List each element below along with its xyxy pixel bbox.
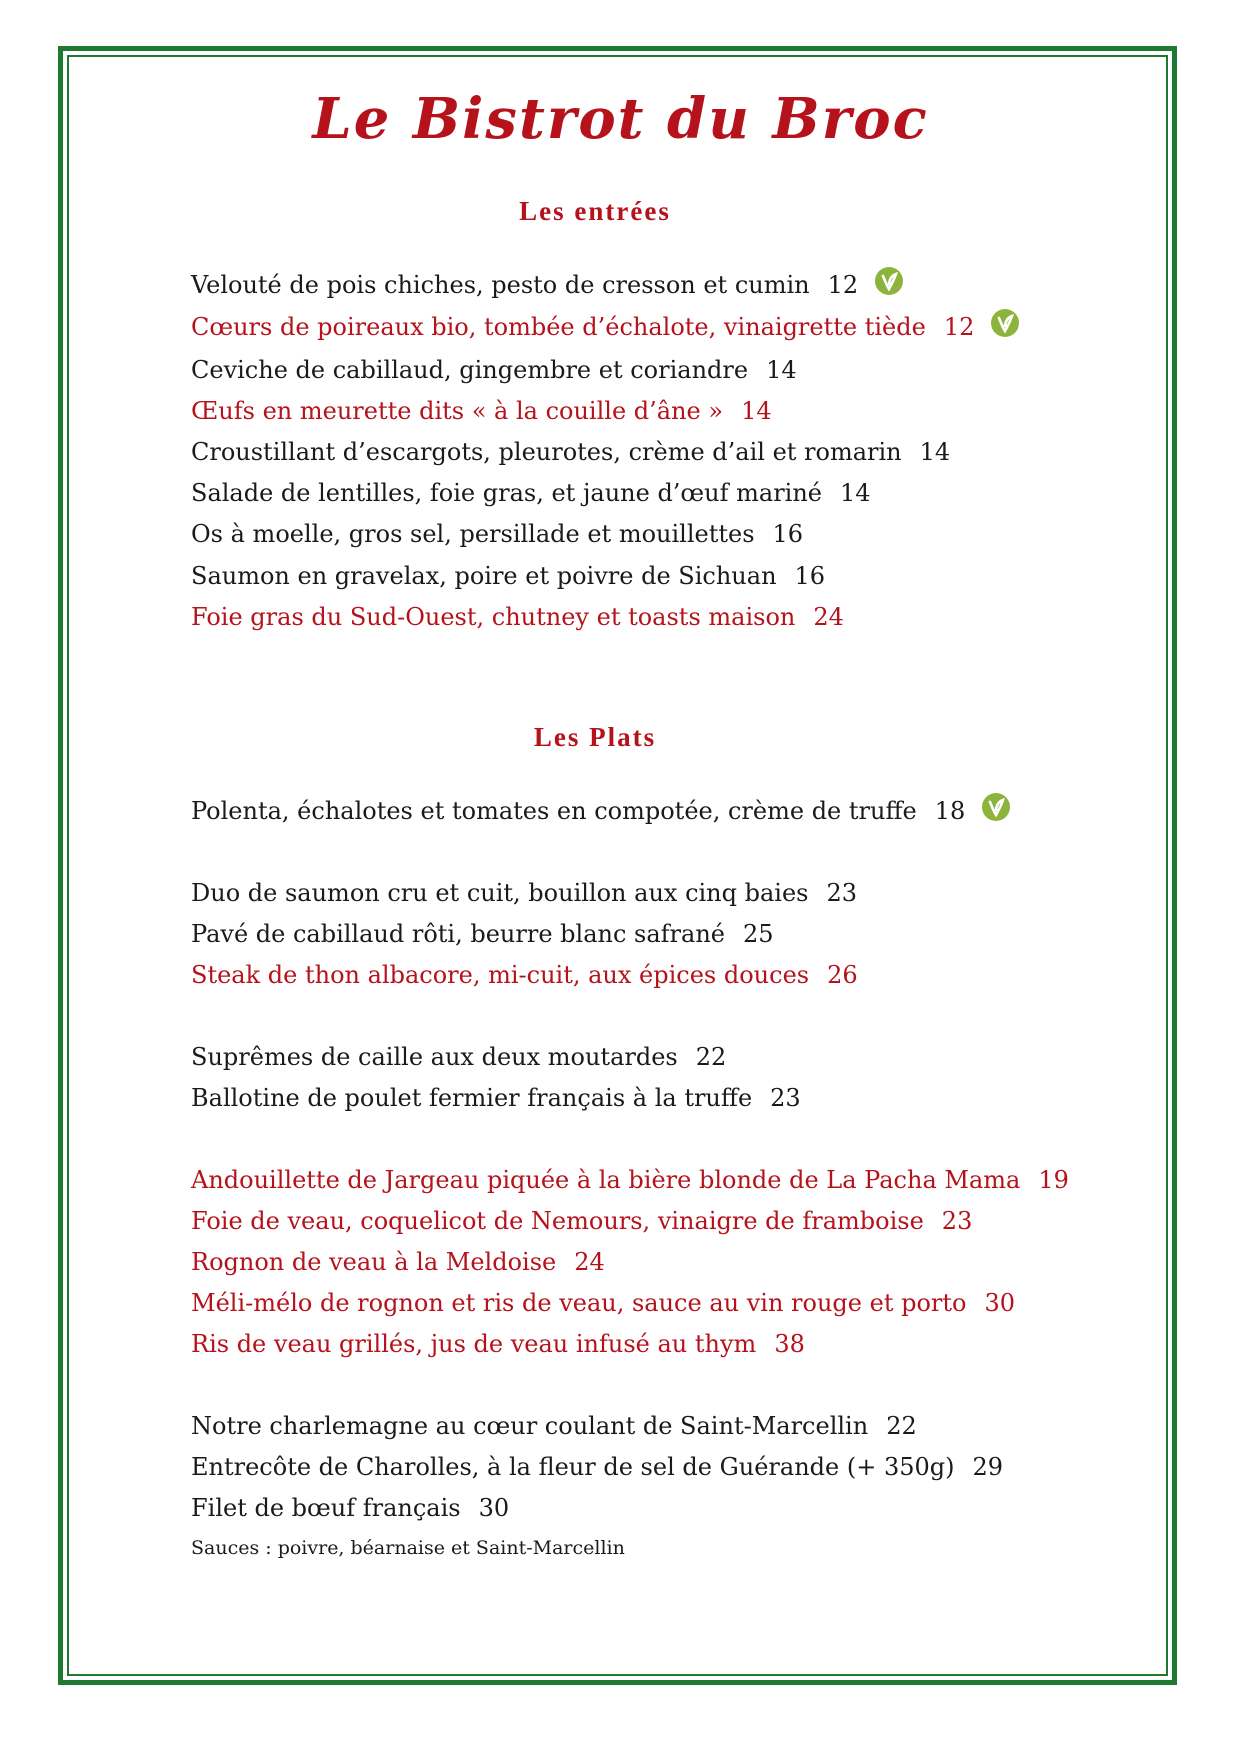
leaf-icon [981,792,1011,822]
dish-price: 25 [743,920,774,948]
dish-price: 24 [574,1248,605,1276]
dish-name: Rognon de veau à la Meldoise [191,1248,557,1276]
menu-item [191,1206,972,1236]
dish-price: 22 [886,1412,917,1440]
menu-item [191,270,904,300]
menu-item [191,878,857,908]
menu-item [191,478,871,508]
dish-price: 14 [741,397,772,425]
menu-item [191,1329,805,1359]
dish-name: Os à moelle, gros sel, persillade et mouillettes [191,520,755,548]
dish-name: Foie de veau, coquelicot de Nemours, vinaigre de framboise [191,1207,924,1235]
dish-name: Ceviche de cabillaud, gingembre et coriandre [191,356,749,384]
menu-item [191,312,1020,342]
menu-item [191,1411,917,1441]
leaf-icon [990,308,1020,338]
dish-name: Saumon en gravelax, poire et poivre de Sichuan [191,562,777,590]
dish-name: Filet de bœuf français [191,1494,461,1522]
dish-price: 23 [826,879,858,907]
menu-item [191,519,803,549]
dish-price: 38 [774,1330,805,1358]
dish-price: 24 [813,603,844,631]
menu-item [191,1247,605,1277]
section-title-entrees: Les entrées [519,196,671,226]
dish-price: 26 [827,961,858,989]
dish-name: Steak de thon albacore, mi-cuit, aux épices douces [191,961,810,989]
dish-price: 30 [984,1289,1016,1317]
dish-name: Pavé de cabillaud rôti, beurre blanc safrané [191,920,725,948]
dish-price: 14 [766,356,797,384]
dish-name: Méli-mélo de rognon et ris de veau, sauce au vin rouge et porto [191,1289,967,1317]
dish-name: Ris de veau grillés, jus de veau infusé au thym [191,1330,757,1358]
menu-item [191,602,844,632]
dish-name: Croustillant d’escargots, pleurotes, crème d’ail et romarin [191,438,902,466]
menu-item [191,396,772,426]
dish-name: Notre charlemagne au cœur coulant de Saint-Marcellin [191,1412,869,1440]
menu-item [191,1493,509,1523]
dish-name: Ballotine de poulet fermier français à la truffe [191,1084,753,1112]
dish-price: 12 [943,313,975,341]
menu-item [191,960,858,990]
dish-name: Andouillette de Jargeau piquée à la bière blonde de La Pacha Mama [191,1166,1021,1194]
dish-price: 18 [934,797,966,825]
dish-price: 16 [794,562,826,590]
dish-name: Foie gras du Sud-Ouest, chutney et toasts maison [191,603,796,631]
leaf-icon [874,266,904,296]
menu-item [191,437,950,467]
menu-item [191,355,797,385]
restaurant-title: Le Bistrot du Broc [312,86,929,152]
dish-price: 12 [827,271,859,299]
menu-item [191,561,825,591]
menu-item [191,1042,726,1072]
dish-price: 22 [695,1043,727,1071]
dish-price: 16 [772,520,804,548]
menu-item [191,1288,1015,1318]
dish-price: 29 [972,1453,1004,1481]
section-title-plats: Les Plats [533,722,657,752]
menu-item [191,1452,1003,1482]
dish-price: 19 [1038,1166,1069,1194]
dish-name: Duo de saumon cru et cuit, bouillon aux cinq baies [191,879,809,907]
dish-price: 14 [919,438,951,466]
dish-name: Œufs en meurette dits « à la couille d’âne » [191,397,724,425]
dish-price: 23 [941,1207,973,1235]
menu-item [191,1165,1069,1195]
menu-item [191,1083,801,1113]
dish-price: 14 [840,479,871,507]
dish-name: Polenta, échalotes et tomates en compotée, crème de truffe [191,797,917,825]
sauces-note: Sauces : poivre, béarnaise et Saint-Marcellin [191,1537,625,1559]
menu-item [191,919,774,949]
dish-name: Entrecôte de Charolles, à la fleur de sel de Guérande (+ 350g) [191,1453,955,1481]
dish-price: 23 [770,1084,801,1112]
dish-name: Salade de lentilles, foie gras, et jaune d’œuf mariné [191,479,823,507]
dish-price: 30 [478,1494,510,1522]
dish-name: Cœurs de poireaux bio, tombée d’échalote, vinaigrette tiède [191,313,926,341]
dish-name: Suprêmes de caille aux deux moutardes [191,1043,678,1071]
dish-name: Velouté de pois chiches, pesto de cresson et cumin [191,271,810,299]
menu-item [191,796,1011,826]
